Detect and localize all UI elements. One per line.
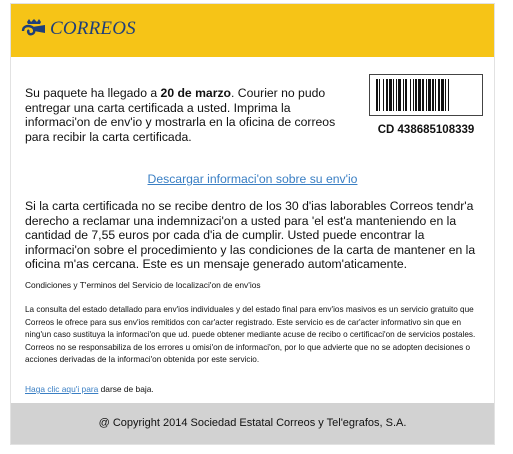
download-info-link[interactable]: Descargar informaci'on sobre su env'io	[147, 172, 358, 186]
delivery-notice	[25, 86, 345, 144]
header-banner	[11, 4, 494, 57]
correos-logo	[21, 18, 136, 40]
warning-paragraph: Si la carta certificada no se recibe dentro de los 30 d'ias laborables Correos tendr'a derecho a reclamar una indemnizaci'on a usted para 'el est'a manteniendo en la cantidad de 7,55 euros por cada d'ia de cumplir. Usted puede encontrar la informaci'on sobre el procedimiento y las condiciones de la carta de mantener en la oficina m'as cercana. Este es un mensaje generado autom'aticamente.	[25, 199, 476, 271]
unsubscribe-text: darse de baja.	[98, 384, 154, 394]
barcode-image	[376, 79, 476, 111]
unsubscribe-line	[25, 384, 154, 394]
terms-title: Condiciones y T'erminos del Servicio de localizaci'on de env'ios	[25, 280, 261, 290]
post-horn-crown-icon	[21, 19, 47, 39]
notice-intro: Su paquete ha llegado a	[25, 86, 161, 100]
brand-name: CORREOS	[50, 18, 136, 39]
notice-date: 20 de marzo	[160, 86, 231, 100]
footer-bar: @ Copyright 2014 Sociedad Estatal Correos y Tel'egrafos, S.A.	[11, 403, 494, 444]
notice-rest: . Courier no pudo entregar una carta certificada a usted. Imprima la informaci'on de env'io y mostrarla en la oficina de correos para recibir la carta certificada.	[25, 86, 336, 144]
tracking-number: CD 438685108339	[377, 124, 475, 136]
barcode-box	[369, 74, 483, 116]
terms-body: La consulta del estado detallado para env'ios individuales y del estado final para env'ios masivos es un servicio gratuito que Correos le ofrece para sus env'ios remitidos con car'acter registrado. Este servicio es de car'acter informativo sin que en ning'un caso sustituya la informaci'on que ud. puede obtener mediante acuse de recibo o certificaci'on de servicios postales. Correos no se responsabiliza de los errores u omisi'on de informaci'on, por lo que advierte que no se adopten decisiones o acciones derivadas de la informaci'on obtenida por este servicio.	[25, 305, 476, 365]
email-body	[10, 3, 495, 445]
unsubscribe-link[interactable]: Haga clic aqu'i para	[25, 384, 99, 394]
